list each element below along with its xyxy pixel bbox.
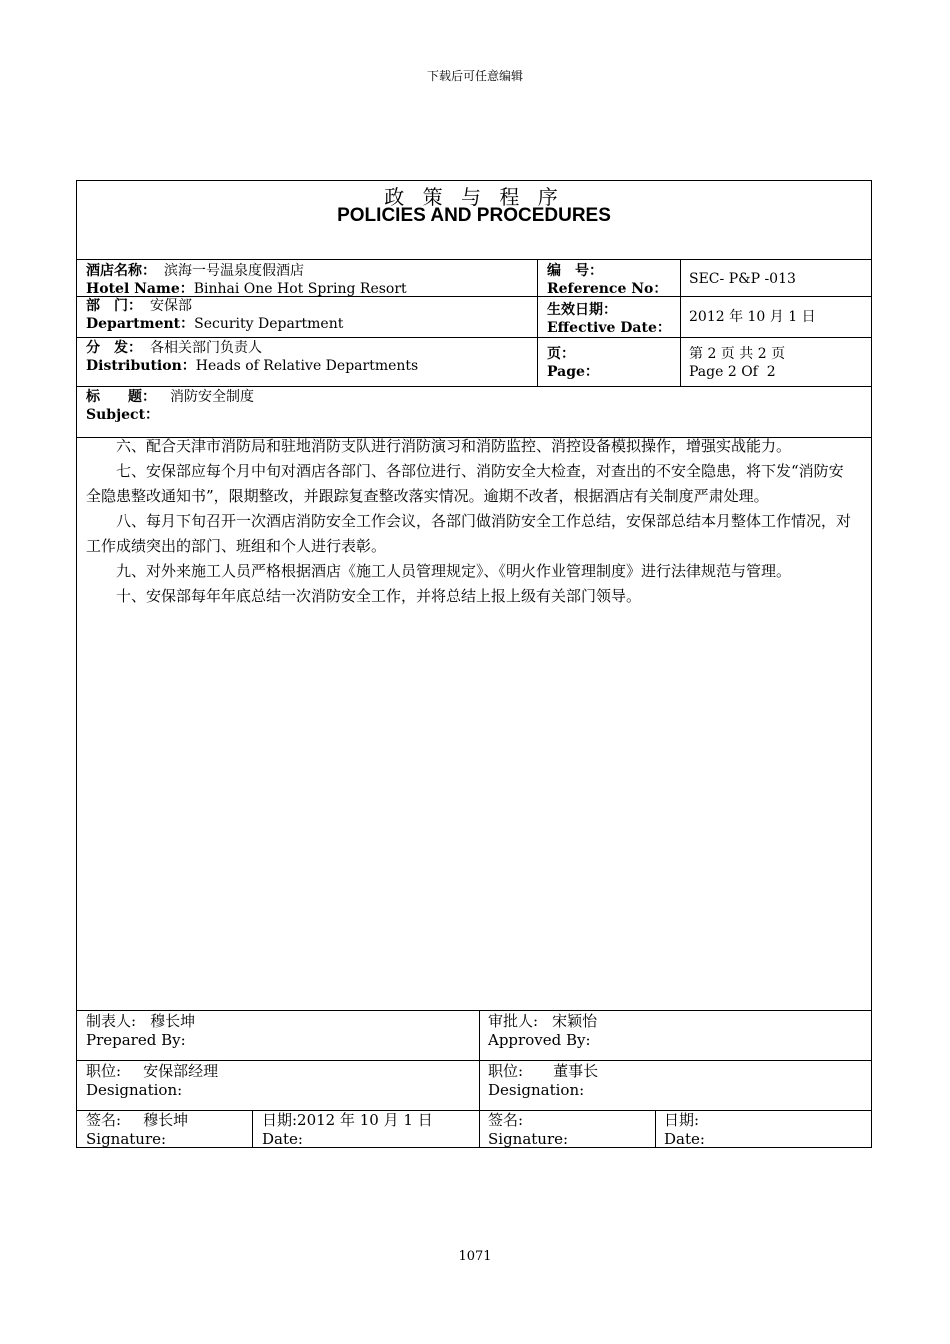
date-right-label-en: Date:	[664, 1130, 705, 1148]
distribution-cell	[86, 339, 534, 375]
hotel-name-cell	[86, 262, 534, 298]
hotel-label-zh: 酒店名称：	[86, 263, 156, 279]
header-note: 下载后可任意编辑	[426, 69, 523, 83]
designation-right-cell	[488, 1062, 868, 1100]
designation-left-cell	[86, 1062, 476, 1100]
signature-left-cell	[86, 1111, 251, 1149]
reference-label-en: Reference No：	[547, 281, 668, 297]
page-number: 1071	[458, 1249, 492, 1264]
reference-value: SEC- P&P -013	[689, 271, 796, 287]
department-label-en: Department：	[86, 316, 195, 332]
prepared-value: 穆长坤	[150, 1012, 196, 1030]
designation-left-label-zh: 职位:	[86, 1062, 122, 1080]
title-en: POLICIES AND PROCEDURES	[337, 205, 611, 226]
subject-label-en: Subject：	[86, 407, 160, 423]
distribution-value-en: Heads of Relative Departments	[195, 358, 419, 374]
approved-label-en: Approved By:	[488, 1031, 591, 1049]
page-label-en: Page：	[547, 364, 599, 380]
page-value-en: Page 2 Of 2	[689, 364, 776, 380]
divider	[252, 1110, 253, 1148]
distribution-label-en: Distribution：	[86, 358, 196, 374]
policy-paragraph: 八、每月下旬召开一次酒店消防安全工作会议，各部门做消防安全工作总结，安保部总结本月整体工作情况，对工作成绩突出的部门、班组和个人进行表彰。	[86, 512, 852, 555]
signature-left-label-en: Signature:	[86, 1130, 167, 1148]
hotel-label-en: Hotel Name：	[86, 281, 194, 297]
designation-left-value: 安保部经理	[143, 1062, 219, 1080]
designation-left-label-en: Designation:	[86, 1081, 183, 1099]
title-zh: 政 策 与 程 序	[384, 185, 564, 209]
divider	[77, 1060, 871, 1061]
approved-by-cell	[488, 1012, 868, 1050]
policy-form	[76, 180, 872, 1148]
prepared-by-cell	[86, 1012, 476, 1050]
department-cell	[86, 297, 534, 333]
page-label-zh: 页：	[547, 346, 575, 362]
department-label-zh: 部 门：	[86, 298, 142, 314]
reference-label-zh: 编 号：	[547, 263, 603, 279]
date-left-label-en: Date:	[262, 1130, 303, 1148]
page-value-zh: 第 2 页 共 2 页	[689, 346, 786, 362]
date-right-cell	[664, 1111, 864, 1149]
policy-paragraph: 七、安保部应每个月中旬对酒店各部门、各部位进行、消防安全大检查，对查出的不安全隐患，将下发“消防安全隐患整改通知书”，限期整改，并跟踪复查整改落实情况。逾期不改者，根据酒店有关制度严肃处理。	[86, 462, 844, 505]
department-value-zh: 安保部	[150, 298, 192, 314]
hotel-value-en: Binhai One Hot Spring Resort	[193, 281, 407, 297]
subject-value-zh: 消防安全制度	[170, 389, 254, 405]
designation-right-value: 董事长	[553, 1062, 599, 1080]
prepared-label-en: Prepared By:	[86, 1031, 186, 1049]
signature-right-label-zh: 签名:	[488, 1111, 524, 1129]
divider	[479, 1010, 480, 1148]
effective-date-value: 2012 年 10 月 1 日	[689, 309, 816, 325]
date-left-cell	[262, 1111, 477, 1149]
divider	[680, 259, 681, 387]
policy-paragraph: 九、对外来施工人员严格根据酒店《施工人员管理规定》、《明火作业管理制度》进行法律规范与管理。	[116, 562, 792, 580]
effective-date-label-cell	[547, 301, 677, 337]
signature-left-value: 穆长坤	[143, 1111, 189, 1129]
policy-paragraph: 十、安保部每年年底总结一次消防安全工作，并将总结上报上级有关部门领导。	[116, 587, 642, 605]
page-value-cell	[689, 345, 869, 381]
date-right-label-zh: 日期:	[664, 1111, 700, 1129]
divider	[77, 1010, 871, 1011]
subject-cell	[86, 388, 866, 424]
designation-right-label-en: Designation:	[488, 1081, 585, 1099]
policy-paragraph: 六、配合天津市消防局和驻地消防支队进行消防演习和消防监控、消控设备模拟操作，增强实战能力。	[116, 437, 792, 455]
divider	[77, 386, 871, 387]
reference-label-cell	[547, 262, 677, 298]
department-value-en: Security Department	[194, 316, 344, 332]
divider	[537, 259, 538, 387]
distribution-value-zh: 各相关部门负责人	[150, 340, 262, 356]
divider	[77, 259, 871, 260]
subject-label-zh: 标 题：	[86, 389, 156, 405]
approved-value: 宋颖怡	[552, 1012, 598, 1030]
signature-right-cell	[488, 1111, 653, 1149]
effective-date-label-zh: 生效日期：	[547, 302, 617, 318]
effective-date-value-cell	[689, 308, 869, 326]
policy-body	[86, 434, 858, 609]
form-title	[77, 181, 871, 259]
divider	[77, 337, 871, 338]
approved-label-zh: 审批人:	[488, 1012, 539, 1030]
divider	[655, 1110, 656, 1148]
distribution-label-zh: 分 发：	[86, 340, 142, 356]
hotel-value-zh: 滨海一号温泉度假酒店	[164, 263, 304, 279]
date-left-label-zh: 日期:2012 年 10 月 1 日	[262, 1111, 433, 1129]
effective-date-label-en: Effective Date：	[547, 320, 671, 336]
reference-value-cell	[689, 270, 869, 288]
prepared-label-zh: 制表人:	[86, 1012, 137, 1030]
signature-right-label-en: Signature:	[488, 1130, 569, 1148]
designation-right-label-zh: 职位:	[488, 1062, 524, 1080]
page-label-cell	[547, 345, 677, 381]
signature-left-label-zh: 签名:	[86, 1111, 122, 1129]
